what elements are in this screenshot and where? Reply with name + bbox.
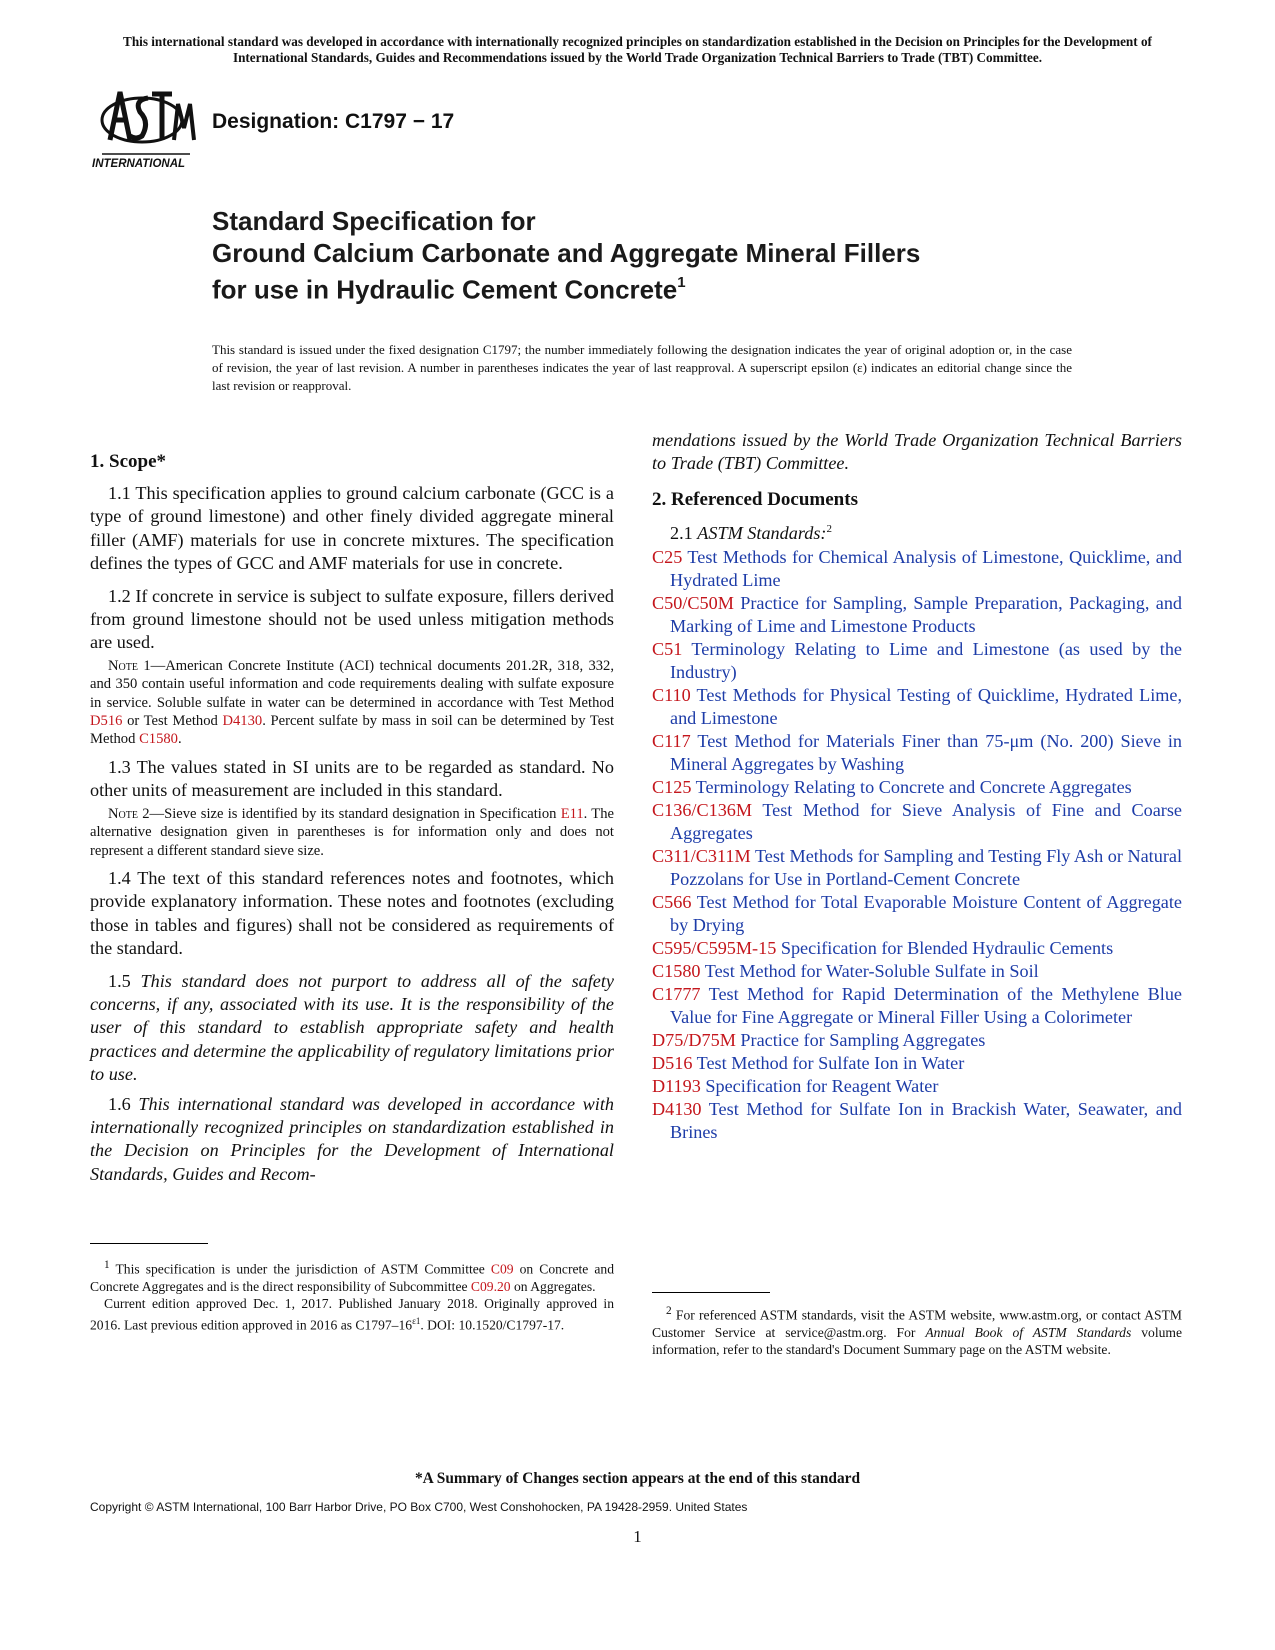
referenced-standards-list xyxy=(652,546,1182,1144)
reference-title-link[interactable]: Practice for Sampling, Sample Preparation, Packaging, and Marking of Lime and Limestone Products xyxy=(670,593,1183,637)
reference-item xyxy=(652,1098,1182,1144)
logo-text: INTERNATIONAL xyxy=(92,158,186,170)
reference-code-link[interactable]: D4130 xyxy=(652,1099,702,1120)
section-1-heading: 1. Scope* xyxy=(90,451,166,472)
paragraph-1-2: 1.2 If concrete in service is subject to sulfate exposure, fillers derived from ground limestone should not be used unless mitigation methods are used. xyxy=(90,585,614,653)
reference-item xyxy=(652,638,1182,684)
reference-item xyxy=(652,1052,1182,1075)
section-2-heading: 2. Referenced Documents xyxy=(652,488,858,510)
link-d4130[interactable]: D4130 xyxy=(222,713,263,730)
reference-item xyxy=(652,546,1182,592)
reference-title-link[interactable]: Specification for Reagent Water xyxy=(705,1076,939,1097)
reference-title-link[interactable]: Test Methods for Sampling and Testing Fly Ash or Natural Pozzolans for Use in Portland-Cement Concrete xyxy=(670,846,1183,890)
astm-international-logo xyxy=(90,84,198,174)
left-column xyxy=(90,450,614,1186)
footnote-2: $^2$ For referenced ASTM standards, visit the ASTM website, www.astm.org, or contact ASTM Customer Service at service@astm.org. For Annual Book of ASTM Standards volume information, refer to the standard's Document Summary page on the ASTM website. xyxy=(652,1305,1183,1358)
reference-code-link[interactable]: C566 xyxy=(652,892,692,913)
footnote-1-edition: Current edition approved Dec. 1, 2017. Published January 2018. Originally approved in 2016. Last previous edition approved in 2016 as $C1797-16^{\varepsilon 1}$. DOI: 10.1520/C1797-17. xyxy=(90,1296,614,1333)
reference-item xyxy=(652,730,1182,776)
footnote-1: $^1$ This specification is under the jurisdiction of ASTM Committee C09 on Concrete and Concrete Aggregates and is the direct responsibility of Subcommittee C09.20 on Aggregates. xyxy=(90,1259,615,1294)
title-line-2: Ground Calcium Carbonate and Aggregate Mineral Fillers xyxy=(212,238,921,268)
reference-item xyxy=(652,1075,1182,1098)
reference-title-link[interactable]: Test Methods for Chemical Analysis of Limestone, Quicklime, and Hydrated Lime xyxy=(670,547,1183,591)
footnote-rule xyxy=(652,1292,770,1293)
reference-code-link[interactable]: C125 xyxy=(652,777,692,798)
reference-title-link[interactable]: Specification for Blended Hydraulic Cements xyxy=(780,938,1114,959)
paragraph-1-5: 1.5 This standard does not purport to address all of the safety concerns, if any, associated with its use. It is the responsibility of the user of this standard to establish appropriate safety and health practices and determine the applicability of regulatory limitations prior to use. xyxy=(90,970,614,1085)
reference-title-link[interactable]: Test Method for Sulfate Ion in Brackish Water, Seawater, and Brines xyxy=(670,1099,1182,1143)
reference-item xyxy=(652,960,1182,983)
copyright: Copyright © ASTM International, 100 Barr Harbor Drive, PO Box C700, West Conshohocken, PA 19428-2959. United States xyxy=(90,1500,748,1514)
page-number: 1 xyxy=(633,1527,642,1546)
reference-code-link[interactable]: C1580 xyxy=(652,961,701,982)
note-1: Note 1—American Concrete Institute (ACI) technical documents 201.2R, 318, 332, and 350 contain useful information and code requirements dealing with sulfate exposure in service. Soluble sulfate in water can be determined in accordance with Test Method D516 or Test Method D4130. Percent sulfate by mass in soil can be determined by Test Method C1580. xyxy=(90,657,614,748)
link-d516[interactable]: D516 xyxy=(90,713,123,730)
reference-title-link[interactable]: Practice for Sampling Aggregates xyxy=(740,1030,986,1051)
note-2: Note 2—Sieve size is identified by its standard designation in Specification E11. The alternative designation given in parentheses is for information only and does not represent a different standard sieve size. xyxy=(90,805,614,859)
paragraph-1-6-continued: mendations issued by the World Trade Organization Technical Barriers to Trade (TBT) Committee. xyxy=(652,430,1182,474)
document-title xyxy=(212,205,920,306)
reference-item xyxy=(652,592,1182,638)
reference-code-link[interactable]: C1777 xyxy=(652,984,701,1005)
title-line-1: Standard Specification for xyxy=(212,206,536,236)
link-e11[interactable]: E11 xyxy=(560,805,584,822)
right-column xyxy=(652,430,1183,1144)
reference-title-link[interactable]: Terminology Relating to Concrete and Concrete Aggregates xyxy=(695,777,1132,798)
reference-code-link[interactable]: C25 xyxy=(652,547,683,568)
reference-title-link[interactable]: Test Method for Sieve Analysis of Fine and Coarse Aggregates xyxy=(670,800,1183,844)
reference-code-link[interactable]: C117 xyxy=(652,731,691,752)
title-footnote-mark[interactable]: 1 xyxy=(677,274,686,291)
link-c09[interactable]: C09 xyxy=(490,1261,514,1277)
reference-item xyxy=(652,983,1182,1029)
title-line-3: for use in Hydraulic Cement Concrete$^1$ xyxy=(212,274,686,305)
summary-note: *A Summary of Changes section appears at the end of this standard xyxy=(414,1470,861,1487)
issuance-statement: This standard is issued under the fixed designation C1797; the number immediately following the designation indicates the year of original adoption or, in the case of revision, the year of last revision. A number in parentheses indicates the year of last reapproval. A superscript epsilon (ε) indicates an editorial change since the last revision or reapproval. xyxy=(212,342,1072,393)
reference-code-link[interactable]: C595/C595M-15 xyxy=(652,938,777,959)
link-c1580[interactable]: C1580 xyxy=(139,731,178,748)
reference-code-link[interactable]: D75/D75M xyxy=(652,1030,736,1051)
reference-title-link[interactable]: Test Methods for Physical Testing of Quicklime, Hydrated Lime, and Limestone xyxy=(670,685,1183,729)
reference-code-link[interactable]: D1193 xyxy=(652,1076,701,1097)
paragraph-1-1: 1.1 This specification applies to ground calcium carbonate (GCC is a type of ground limestone) and other finely divided aggregate mineral filler (AMF) materials for use in concrete mixtures. The specification defines the types of GCC and AMF materials for use in concrete. xyxy=(90,483,614,574)
reference-item xyxy=(652,1029,1182,1052)
subsection-2-1: 2.1 ASTM Standards:$^2$ xyxy=(670,522,832,543)
reference-title-link[interactable]: Test Method for Total Evaporable Moisture Content of Aggregate by Drying xyxy=(670,892,1182,936)
reference-item xyxy=(652,684,1182,730)
paragraph-1-4: 1.4 The text of this standard references notes and footnotes, which provide explanatory information. These notes and footnotes (excluding those in tables and figures) shall not be considered as requirements of the standard. xyxy=(90,867,614,959)
reference-code-link[interactable]: D516 xyxy=(652,1053,693,1074)
footnote-2-block xyxy=(652,1292,1182,1359)
reference-code-link[interactable]: C110 xyxy=(652,685,691,706)
reference-item xyxy=(652,937,1182,960)
reference-item xyxy=(652,891,1182,937)
reference-title-link[interactable]: Terminology Relating to Lime and Limestone (as used by the Industry) xyxy=(670,639,1183,683)
header-notice: This international standard was developed in accordance with internationally recognized principles on standardization established in the Decision on Principles for the Development of International Standards, Guides and Recommendations issued by the World Trade Organization Technical Barriers to Trade (TBT) Committee. xyxy=(123,34,1152,65)
reference-title-link[interactable]: Test Method for Materials Finer than 75-μm (No. 200) Sieve in Mineral Aggregates by Washing xyxy=(670,731,1182,775)
reference-item xyxy=(652,845,1182,891)
astm-logo-icon xyxy=(90,84,198,174)
paragraph-1-6: 1.6 This international standard was developed in accordance with internationally recognized principles on standardization established in the Decision on Principles for the Development of International Standards, Guides and Recom- xyxy=(90,1093,615,1184)
reference-code-link[interactable]: C136/C136M xyxy=(652,800,753,821)
reference-code-link[interactable]: C51 xyxy=(652,639,683,660)
reference-item xyxy=(652,776,1182,799)
reference-code-link[interactable]: C50/C50M xyxy=(652,593,734,614)
paragraph-1-3: 1.3 The values stated in SI units are to be regarded as standard. No other units of measurement are included in this standard. xyxy=(90,756,614,801)
reference-item xyxy=(652,799,1182,845)
designation: Designation: C1797 − 17 xyxy=(212,110,455,133)
reference-title-link[interactable]: Test Method for Water-Soluble Sulfate in Soil xyxy=(704,961,1039,982)
footnote-rule xyxy=(90,1243,208,1244)
reference-title-link[interactable]: Test Method for Sulfate Ion in Water xyxy=(696,1053,965,1074)
link-c09-20[interactable]: C09.20 xyxy=(470,1278,511,1294)
reference-code-link[interactable]: C311/C311M xyxy=(652,846,751,867)
footnote-1-block xyxy=(90,1243,614,1334)
reference-title-link[interactable]: Test Method for Rapid Determination of the Methylene Blue Value for Fine Aggregate or Mineral Filler Using a Colorimeter xyxy=(670,984,1182,1028)
